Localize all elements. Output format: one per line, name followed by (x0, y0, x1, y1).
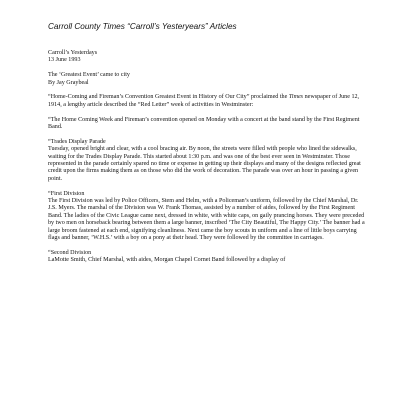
column-name: Carroll’s Yesterdays (48, 50, 98, 56)
parade-text: Tuesday, opened bright and clear, with a cool bracing air. By noon, the streets were filled with people who lined the sidewalks, waiting for the Trades Display Parade. This started about 1:30 p.m. and was one of the best ever seen in Westminster. Those represented in the parade certainly spared no time or expense in getting up their displays and many of the designs reflected great credit upon the firms making them as on those who did the work of decoration. The parade was over an hour in passing a given point. (48, 146, 361, 182)
second-division-text: LaMotte Smith, Chief Marshal, with aides, Morgan Chapel Cornet Band followed by a display of (48, 257, 286, 264)
parade-title: “Trades Display Parade (48, 138, 106, 145)
intro-text-start: “Home-Coming and Fireman’s Convention Greatest Event in History of Our City” proclaimed the (48, 94, 289, 101)
parade-paragraph (48, 139, 366, 183)
article-date: 13 June 1993 (48, 57, 81, 64)
first-division-text: The First Division was led by Police Officers, Stem and Helm, with a Policeman’s uniform, followed by the Chief Marshal, Dr. J.S. Myers. The marshal of the Division was W. Frank Thomas, assisted by a number of aides, followed by the First Regiment Band. The ladies of the Civic League came next, dressed in white, with white caps, on gaily prancing horses. They were preceded by two men on horseback bearing between them a large banner, inscribed ‘The City Beautiful, The Happy City.’ The banner had a large broom fastened at each end, signifying cleanliness. Next came the boy scouts in uniform and a line of little boys carrying flags and banner, ‘W.H.S.’ with a boy on a pony at their head. They were followed by the committee in carriages. (48, 198, 365, 242)
first-division-title: “First Division (48, 190, 85, 197)
intro-paragraph (48, 94, 366, 109)
intro-text-end: newspaper of June 12, 1914, a lengthy article described the “Red Letter” week of activities in Westminster: (48, 94, 360, 108)
second-division-paragraph (48, 250, 366, 265)
quote-paragraph: “The Home Coming Week and Fireman’s convention opened on Monday with a concert at the band stand by the First Regiment Band. (48, 116, 360, 131)
byline: By Jay Graybeal (48, 79, 89, 86)
headline: The ‘Greatest Event’ came to city (48, 72, 130, 79)
second-division-title: “Second Division (48, 249, 92, 256)
intro-newspaper-name: Times (288, 94, 304, 101)
first-division-paragraph (48, 191, 366, 243)
document-header: Carroll County Times “Carroll’s Yesteryears” Articles (48, 22, 237, 31)
document-page (48, 22, 366, 272)
